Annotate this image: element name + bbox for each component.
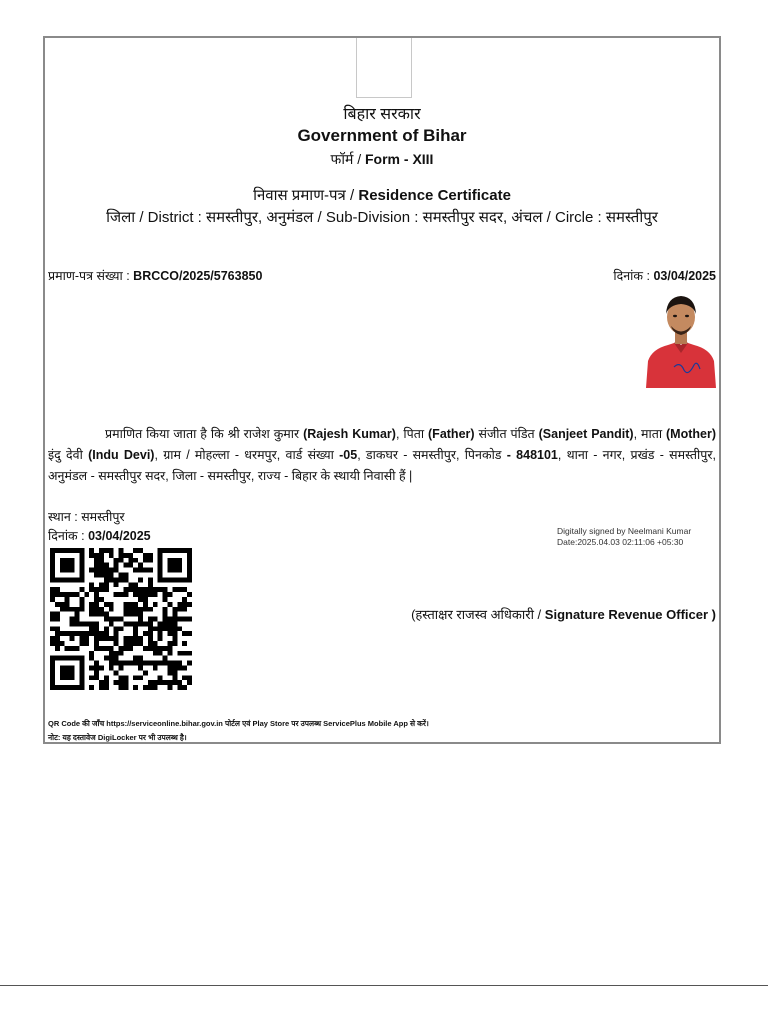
applicant-photo-image bbox=[644, 287, 718, 388]
district-value: समस्तीपुर, bbox=[201, 209, 267, 226]
signing-date-value: 03/04/2025 bbox=[88, 529, 151, 543]
statement-text: , माता bbox=[633, 427, 666, 441]
form-number bbox=[45, 150, 719, 169]
mother-name-english: (Indu Devi) bbox=[88, 448, 155, 462]
govt-title-hindi: बिहार सरकार bbox=[343, 106, 421, 123]
father-label: (Father) bbox=[428, 427, 475, 441]
signature-label-hindi: (हस्ताक्षर राजस्व अधिकारी / bbox=[411, 607, 545, 622]
state-emblem-placeholder bbox=[356, 38, 412, 98]
district-label: जिला / District : bbox=[106, 209, 202, 226]
signature-label-english: Signature Revenue Officer ) bbox=[544, 607, 716, 622]
mother-label: (Mother) bbox=[666, 427, 716, 441]
pincode: - 848101 bbox=[506, 448, 558, 462]
statement-text: प्रमाणित किया जाता है कि श्री राजेश कुमार bbox=[105, 427, 304, 441]
qr-code-icon bbox=[50, 548, 192, 690]
circle-value: समस्तीपुर bbox=[601, 209, 658, 226]
certificate-number bbox=[48, 267, 262, 284]
residence-certificate bbox=[43, 36, 721, 744]
signing-date bbox=[48, 527, 151, 544]
qr-verification-note: QR Code की जाँच https://serviceonline.bihar.gov.in पोर्टल एवं Play Store पर उपलब्ध ServicePlus Mobile App से करें। bbox=[48, 719, 429, 728]
digital-signature-signer: Digitally signed by Neelmani Kumar bbox=[557, 526, 692, 536]
page-bottom-divider bbox=[0, 985, 768, 986]
digital-signature-date: Date:2025.04.03 02:11:06 +05:30 bbox=[557, 537, 684, 547]
signature-label bbox=[411, 605, 716, 623]
statement-text: , पिता bbox=[395, 427, 429, 441]
certificate-number-label: प्रमाण-पत्र संख्या : bbox=[48, 269, 134, 283]
statement-text: इंदु देवी bbox=[48, 448, 89, 462]
statement-text: , थाना - नगर, प्रखंड - समस्तीपुर, अनुमंडल - समस्तीपुर सदर, जिला - समस्तीपुर, राज्य - बिहार के स्थायी निवासी हैं | bbox=[48, 448, 716, 483]
statement-text: संजीत पंडित bbox=[474, 427, 539, 441]
circle-label: अंचल / Circle : bbox=[511, 209, 602, 226]
issue-date-value: 03/04/2025 bbox=[653, 269, 716, 283]
ward-number: -05 bbox=[339, 448, 358, 462]
subdivision-label: अनुमंडल / Sub-Division : bbox=[266, 209, 419, 226]
signing-date-label: दिनांक : bbox=[48, 529, 89, 543]
location-line bbox=[45, 207, 719, 227]
father-name-english: (Sanjeet Pandit) bbox=[538, 427, 634, 441]
certificate-title bbox=[45, 185, 719, 205]
digilocker-note: नोट: यह दस्तावेज DigiLocker पर भी उपलब्ध है। bbox=[48, 733, 187, 742]
certificate-statement bbox=[48, 424, 716, 487]
issue-date-label: दिनांक : bbox=[613, 269, 654, 283]
place-value: समस्तीपुर bbox=[81, 510, 125, 524]
place bbox=[48, 508, 125, 525]
subdivision-value: समस्तीपुर सदर, bbox=[418, 209, 512, 226]
form-label-english: Form - XIII bbox=[365, 151, 434, 167]
certificate-number-value: BRCCO/2025/5763850 bbox=[133, 269, 263, 283]
certificate-title-hindi: निवास प्रमाण-पत्र bbox=[253, 187, 346, 204]
certificate-title-english: Residence Certificate bbox=[358, 187, 511, 204]
digital-signature-stamp bbox=[557, 526, 691, 548]
statement-text: , ग्राम / मोहल्ला - धरमपुर, वार्ड संख्या bbox=[154, 448, 340, 462]
statement-text: , डाकघर - समस्तीपुर, पिनकोड bbox=[357, 448, 507, 462]
applicant-name-english: (Rajesh Kumar) bbox=[303, 427, 396, 441]
place-label: स्थान : bbox=[48, 510, 82, 524]
form-label-hindi: फॉर्म bbox=[330, 151, 354, 167]
issue-date bbox=[613, 267, 716, 284]
applicant-photo bbox=[644, 287, 718, 388]
certificate-title-separator: / bbox=[345, 187, 359, 204]
govt-title-english: Government of Bihar bbox=[297, 126, 467, 145]
form-separator: / bbox=[353, 151, 365, 167]
